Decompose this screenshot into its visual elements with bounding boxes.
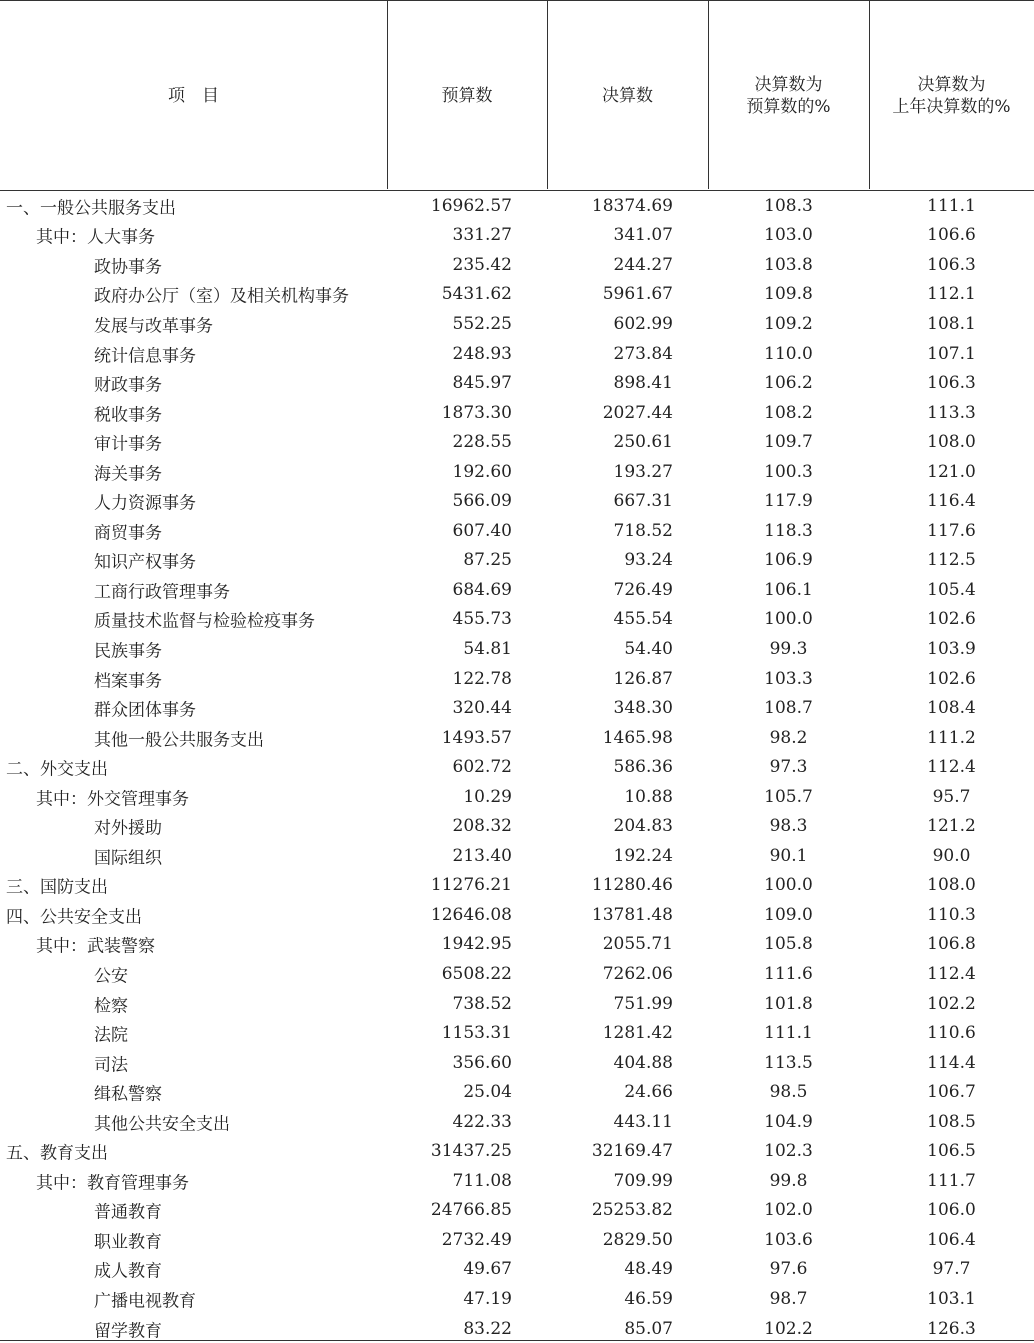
row-label: 政协事务 bbox=[94, 257, 162, 278]
table-row bbox=[0, 1018, 1034, 1048]
table-row bbox=[0, 1225, 1034, 1255]
table-row bbox=[0, 1048, 1034, 1078]
row-label: 其他一般公共服务支出 bbox=[94, 730, 264, 751]
cell-pct-budget: 106.9 bbox=[764, 550, 813, 571]
cell-budget: 607.40 bbox=[452, 520, 512, 541]
cell-final: 24.66 bbox=[624, 1082, 673, 1103]
cell-pct-budget: 105.8 bbox=[764, 934, 813, 955]
cell-pct-prev: 112.1 bbox=[927, 284, 976, 305]
cell-final: 1281.42 bbox=[602, 1023, 673, 1044]
cell-budget: 12646.08 bbox=[430, 904, 512, 925]
cell-final: 602.99 bbox=[613, 313, 673, 334]
row-label: 检察 bbox=[94, 996, 128, 1017]
table-row bbox=[0, 723, 1034, 753]
cell-final: 455.54 bbox=[613, 609, 673, 630]
cell-pct-budget: 90.1 bbox=[769, 845, 808, 866]
cell-final: 13781.48 bbox=[591, 904, 673, 925]
table-row bbox=[0, 752, 1034, 782]
column-divider bbox=[547, 0, 548, 189]
table-row bbox=[0, 1196, 1034, 1226]
table-row bbox=[0, 900, 1034, 930]
table-row bbox=[0, 368, 1034, 398]
cell-pct-budget: 109.0 bbox=[764, 904, 813, 925]
header-final-label: 决算数 bbox=[602, 85, 653, 106]
cell-pct-budget: 106.2 bbox=[764, 373, 813, 394]
cell-budget: 10.29 bbox=[463, 786, 512, 807]
row-label: 其中：武装警察 bbox=[36, 936, 155, 957]
cell-pct-prev: 126.3 bbox=[927, 1318, 976, 1339]
cell-final: 192.24 bbox=[613, 845, 673, 866]
cell-pct-budget: 100.3 bbox=[764, 461, 813, 482]
cell-final: 751.99 bbox=[613, 993, 673, 1014]
cell-final: 1465.98 bbox=[602, 727, 673, 748]
cell-pct-budget: 106.1 bbox=[764, 579, 813, 600]
header-item-label: 项 目 bbox=[168, 85, 219, 106]
header-item bbox=[0, 1, 387, 190]
table-row bbox=[0, 457, 1034, 487]
cell-budget: 331.27 bbox=[452, 225, 512, 246]
row-label: 缉私警察 bbox=[94, 1084, 162, 1105]
table-row bbox=[0, 191, 1034, 221]
table-row bbox=[0, 280, 1034, 310]
row-label: 质量技术监督与检验检疫事务 bbox=[94, 611, 315, 632]
cell-pct-prev: 114.4 bbox=[927, 1052, 976, 1073]
row-label: 海关事务 bbox=[94, 464, 162, 485]
row-label: 发展与改革事务 bbox=[94, 316, 213, 337]
table-row bbox=[0, 1166, 1034, 1196]
table-row bbox=[0, 546, 1034, 576]
row-label: 留学教育 bbox=[94, 1321, 162, 1342]
cell-pct-budget: 109.2 bbox=[764, 313, 813, 334]
cell-pct-prev: 108.0 bbox=[927, 875, 976, 896]
row-label: 司法 bbox=[94, 1055, 128, 1076]
cell-pct-budget: 110.0 bbox=[764, 343, 813, 364]
cell-pct-budget: 109.7 bbox=[764, 432, 813, 453]
cell-final: 443.11 bbox=[613, 1111, 673, 1132]
cell-pct-prev: 121.2 bbox=[927, 816, 976, 837]
cell-budget: 2732.49 bbox=[441, 1229, 512, 1250]
cell-pct-budget: 101.8 bbox=[764, 993, 813, 1014]
cell-pct-budget: 108.7 bbox=[764, 698, 813, 719]
cell-pct-prev: 117.6 bbox=[927, 520, 976, 541]
table-bottom-rule bbox=[0, 1340, 1034, 1341]
cell-budget: 235.42 bbox=[452, 254, 512, 275]
cell-budget: 602.72 bbox=[452, 757, 512, 778]
row-label: 其中：外交管理事务 bbox=[36, 789, 189, 810]
row-label: 政府办公厅（室）及相关机构事务 bbox=[94, 286, 349, 307]
table-row bbox=[0, 1107, 1034, 1137]
cell-final: 898.41 bbox=[613, 373, 673, 394]
cell-pct-budget: 104.9 bbox=[764, 1111, 813, 1132]
cell-budget: 684.69 bbox=[452, 579, 512, 600]
table-row bbox=[0, 871, 1034, 901]
table-row bbox=[0, 339, 1034, 369]
cell-final: 2055.71 bbox=[602, 934, 673, 955]
table-row bbox=[0, 398, 1034, 428]
row-label: 财政事务 bbox=[94, 375, 162, 396]
cell-final: 126.87 bbox=[613, 668, 673, 689]
row-label: 知识产权事务 bbox=[94, 552, 196, 573]
row-label: 广播电视教育 bbox=[94, 1291, 196, 1312]
row-label: 三、国防支出 bbox=[6, 877, 108, 898]
row-label: 税收事务 bbox=[94, 405, 162, 426]
cell-pct-budget: 102.2 bbox=[764, 1318, 813, 1339]
table-header bbox=[0, 0, 1034, 191]
table-row bbox=[0, 664, 1034, 694]
row-label: 国际组织 bbox=[94, 848, 162, 869]
cell-final: 11280.46 bbox=[591, 875, 673, 896]
cell-budget: 16962.57 bbox=[430, 195, 512, 216]
table-row bbox=[0, 250, 1034, 280]
table-row bbox=[0, 309, 1034, 339]
cell-pct-prev: 106.3 bbox=[927, 254, 976, 275]
cell-pct-budget: 98.3 bbox=[769, 816, 808, 837]
table-row bbox=[0, 1314, 1034, 1343]
row-label: 其他公共安全支出 bbox=[94, 1114, 230, 1135]
cell-pct-prev: 106.0 bbox=[927, 1200, 976, 1221]
cell-final: 341.07 bbox=[613, 225, 673, 246]
cell-final: 718.52 bbox=[613, 520, 673, 541]
row-label: 统计信息事务 bbox=[94, 346, 196, 366]
table-row bbox=[0, 930, 1034, 960]
cell-pct-prev: 106.3 bbox=[927, 373, 976, 394]
cell-pct-budget: 103.8 bbox=[764, 254, 813, 275]
cell-budget: 845.97 bbox=[452, 373, 512, 394]
cell-pct-prev: 102.6 bbox=[927, 609, 976, 630]
row-label: 成人教育 bbox=[94, 1261, 162, 1282]
cell-pct-budget: 99.3 bbox=[769, 638, 808, 659]
cell-pct-prev: 106.5 bbox=[927, 1141, 976, 1162]
cell-pct-prev: 103.9 bbox=[927, 638, 976, 659]
row-label: 法院 bbox=[94, 1025, 128, 1046]
table-row bbox=[0, 693, 1034, 723]
row-label: 民族事务 bbox=[94, 641, 162, 662]
cell-budget: 356.60 bbox=[452, 1052, 512, 1073]
cell-final: 667.31 bbox=[613, 491, 673, 512]
cell-budget: 1493.57 bbox=[441, 727, 512, 748]
table-row bbox=[0, 782, 1034, 812]
cell-pct-budget: 102.3 bbox=[764, 1141, 813, 1162]
header-ratio-budget-line1: 决算数为 bbox=[754, 74, 823, 95]
header-budget-label: 预算数 bbox=[441, 85, 493, 106]
cell-budget: 24766.85 bbox=[430, 1200, 512, 1221]
row-label: 档案事务 bbox=[94, 671, 162, 692]
cell-pct-prev: 111.1 bbox=[927, 195, 976, 216]
cell-budget: 711.08 bbox=[452, 1170, 512, 1191]
cell-budget: 1153.31 bbox=[441, 1023, 512, 1044]
cell-pct-prev: 108.0 bbox=[927, 432, 976, 453]
cell-final: 93.24 bbox=[624, 550, 673, 571]
header-ratio-budget-line2: 预算数的% bbox=[746, 96, 831, 117]
cell-pct-prev: 106.7 bbox=[927, 1082, 976, 1103]
table-row bbox=[0, 841, 1034, 871]
row-label: 四、公共安全支出 bbox=[6, 907, 142, 928]
table-row bbox=[0, 516, 1034, 546]
cell-budget: 320.44 bbox=[452, 698, 512, 719]
cell-budget: 208.32 bbox=[452, 816, 512, 837]
table-row bbox=[0, 427, 1034, 457]
cell-final: 204.83 bbox=[613, 816, 673, 837]
row-label: 其中：教育管理事务 bbox=[36, 1173, 189, 1194]
row-label: 审计事务 bbox=[94, 434, 162, 455]
cell-budget: 455.73 bbox=[452, 609, 512, 630]
column-divider bbox=[869, 0, 870, 189]
row-label: 公安 bbox=[94, 966, 128, 987]
header-ratio-prev-line2: 上年决算数的% bbox=[892, 96, 1011, 117]
cell-pct-prev: 111.7 bbox=[927, 1170, 976, 1191]
row-label: 普通教育 bbox=[94, 1202, 162, 1223]
row-label: 二、外交支出 bbox=[6, 759, 108, 780]
row-label: 人力资源事务 bbox=[94, 493, 196, 514]
cell-final: 250.61 bbox=[613, 432, 673, 453]
row-label: 工商行政管理事务 bbox=[94, 582, 230, 603]
cell-final: 193.27 bbox=[613, 461, 673, 482]
cell-final: 348.30 bbox=[613, 698, 673, 719]
cell-final: 32169.47 bbox=[591, 1141, 673, 1162]
cell-pct-prev: 95.7 bbox=[932, 786, 971, 807]
cell-pct-prev: 110.3 bbox=[927, 904, 976, 925]
cell-budget: 566.09 bbox=[452, 491, 512, 512]
cell-pct-budget: 103.0 bbox=[764, 225, 813, 246]
cell-pct-prev: 110.6 bbox=[927, 1023, 976, 1044]
cell-final: 404.88 bbox=[613, 1052, 673, 1073]
table-row bbox=[0, 1137, 1034, 1167]
cell-budget: 122.78 bbox=[452, 668, 512, 689]
table-row bbox=[0, 959, 1034, 989]
header-budget bbox=[387, 1, 547, 190]
cell-budget: 6508.22 bbox=[441, 963, 512, 984]
table-row bbox=[0, 221, 1034, 251]
cell-pct-prev: 111.2 bbox=[927, 727, 976, 748]
cell-pct-prev: 108.5 bbox=[927, 1111, 976, 1132]
cell-pct-budget: 100.0 bbox=[764, 875, 813, 896]
cell-budget: 1873.30 bbox=[441, 402, 512, 423]
cell-pct-budget: 103.6 bbox=[764, 1229, 813, 1250]
cell-pct-prev: 112.4 bbox=[927, 757, 976, 778]
cell-budget: 87.25 bbox=[463, 550, 512, 571]
cell-budget: 47.19 bbox=[463, 1289, 512, 1309]
cell-budget: 25.04 bbox=[463, 1082, 512, 1103]
cell-final: 2829.50 bbox=[602, 1229, 673, 1250]
cell-pct-prev: 112.4 bbox=[927, 963, 976, 984]
cell-final: 5961.67 bbox=[602, 284, 673, 305]
cell-pct-prev: 102.6 bbox=[927, 668, 976, 689]
row-label: 对外援助 bbox=[94, 818, 162, 839]
cell-budget: 213.40 bbox=[452, 845, 512, 866]
table-body bbox=[0, 191, 1034, 1343]
cell-pct-budget: 118.3 bbox=[764, 520, 813, 541]
row-label: 职业教育 bbox=[94, 1232, 162, 1253]
cell-pct-budget: 98.7 bbox=[769, 1289, 808, 1309]
cell-budget: 248.93 bbox=[452, 343, 512, 364]
cell-final: 85.07 bbox=[624, 1318, 673, 1339]
cell-final: 244.27 bbox=[613, 254, 673, 275]
column-divider bbox=[387, 0, 388, 189]
cell-budget: 1942.95 bbox=[441, 934, 512, 955]
cell-pct-budget: 108.3 bbox=[764, 195, 813, 216]
cell-budget: 11276.21 bbox=[430, 875, 512, 896]
row-label: 其中：人大事务 bbox=[36, 227, 155, 248]
cell-budget: 54.81 bbox=[463, 638, 512, 659]
cell-pct-budget: 117.9 bbox=[764, 491, 813, 512]
row-label: 商贸事务 bbox=[94, 523, 162, 544]
cell-final: 18374.69 bbox=[591, 195, 673, 216]
cell-pct-budget: 100.0 bbox=[764, 609, 813, 630]
cell-final: 48.49 bbox=[624, 1259, 673, 1280]
header-ratio-budget bbox=[708, 1, 869, 190]
cell-pct-budget: 98.5 bbox=[769, 1082, 808, 1103]
cell-final: 2027.44 bbox=[602, 402, 673, 423]
cell-pct-budget: 102.0 bbox=[764, 1200, 813, 1221]
cell-pct-prev: 106.6 bbox=[927, 225, 976, 246]
cell-pct-budget: 97.6 bbox=[769, 1259, 808, 1280]
table-row bbox=[0, 605, 1034, 635]
cell-pct-budget: 99.8 bbox=[769, 1170, 808, 1191]
cell-pct-prev: 106.4 bbox=[927, 1229, 976, 1250]
table-row bbox=[0, 634, 1034, 664]
table-row bbox=[0, 811, 1034, 841]
cell-pct-prev: 105.4 bbox=[927, 579, 976, 600]
cell-pct-prev: 97.7 bbox=[932, 1259, 971, 1280]
cell-pct-prev: 112.5 bbox=[927, 550, 976, 571]
cell-pct-prev: 107.1 bbox=[927, 343, 976, 364]
cell-final: 709.99 bbox=[613, 1170, 673, 1191]
cell-pct-prev: 108.1 bbox=[927, 313, 976, 334]
cell-budget: 83.22 bbox=[463, 1318, 512, 1339]
table-row bbox=[0, 989, 1034, 1019]
cell-budget: 31437.25 bbox=[430, 1141, 512, 1162]
cell-pct-budget: 109.8 bbox=[764, 284, 813, 305]
cell-pct-budget: 111.6 bbox=[764, 963, 813, 984]
cell-pct-prev: 108.4 bbox=[927, 698, 976, 719]
cell-budget: 5431.62 bbox=[441, 284, 512, 305]
cell-pct-prev: 121.0 bbox=[927, 461, 976, 482]
cell-pct-budget: 98.2 bbox=[769, 727, 808, 748]
cell-pct-prev: 103.1 bbox=[927, 1289, 976, 1309]
header-ratio-prev bbox=[869, 1, 1034, 190]
cell-pct-budget: 113.5 bbox=[764, 1052, 813, 1073]
cell-pct-budget: 105.7 bbox=[764, 786, 813, 807]
cell-pct-prev: 113.3 bbox=[927, 402, 976, 423]
row-label: 五、教育支出 bbox=[6, 1143, 108, 1164]
cell-final: 273.84 bbox=[613, 343, 673, 364]
table-row bbox=[0, 1284, 1034, 1314]
row-label: 群众团体事务 bbox=[94, 700, 196, 721]
cell-budget: 49.67 bbox=[463, 1259, 512, 1280]
cell-pct-prev: 116.4 bbox=[927, 491, 976, 512]
table-row bbox=[0, 1255, 1034, 1285]
cell-budget: 228.55 bbox=[452, 432, 512, 453]
cell-pct-prev: 90.0 bbox=[932, 845, 971, 866]
cell-pct-prev: 102.2 bbox=[927, 993, 976, 1014]
cell-budget: 192.60 bbox=[452, 461, 512, 482]
column-divider bbox=[708, 0, 709, 189]
cell-final: 586.36 bbox=[613, 757, 673, 778]
cell-pct-budget: 111.1 bbox=[764, 1023, 813, 1044]
cell-pct-budget: 103.3 bbox=[764, 668, 813, 689]
header-ratio-prev-line1: 决算数为 bbox=[917, 74, 986, 95]
cell-final: 54.40 bbox=[624, 638, 673, 659]
cell-final: 7262.06 bbox=[602, 963, 673, 984]
cell-budget: 422.33 bbox=[452, 1111, 512, 1132]
cell-budget: 738.52 bbox=[452, 993, 512, 1014]
cell-final: 25253.82 bbox=[591, 1200, 673, 1221]
cell-pct-budget: 97.3 bbox=[769, 757, 808, 778]
table-row bbox=[0, 575, 1034, 605]
cell-pct-prev: 106.8 bbox=[927, 934, 976, 955]
cell-budget: 552.25 bbox=[452, 313, 512, 334]
cell-final: 46.59 bbox=[624, 1289, 673, 1309]
cell-final: 726.49 bbox=[613, 579, 673, 600]
table-row bbox=[0, 1077, 1034, 1107]
row-label: 一、一般公共服务支出 bbox=[6, 198, 176, 219]
cell-final: 10.88 bbox=[624, 786, 673, 807]
table-row bbox=[0, 486, 1034, 516]
cell-pct-budget: 108.2 bbox=[764, 402, 813, 423]
header-final bbox=[547, 1, 708, 190]
